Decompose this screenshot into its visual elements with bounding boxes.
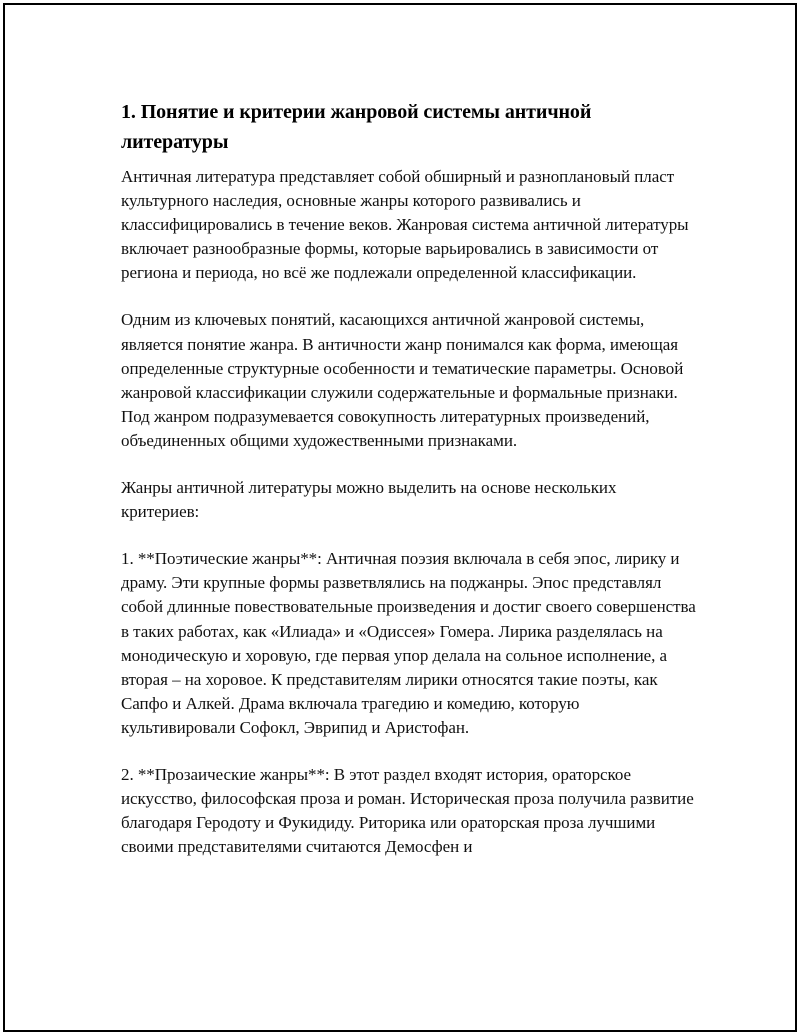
document-heading: 1. Понятие и критерии жанровой системы античной литературы bbox=[121, 101, 592, 153]
paragraph-criteria-intro: Жанры античной литературы можно выделить на основе нескольких критериев: bbox=[121, 478, 617, 522]
paragraph-poetic-genres: 1. **Поэтические жанры**: Античная поэзия включала в себя эпос, лирику и драму. Эти крупные формы разветвлялись на поджанры. Эпос представлял собой длинные повествовательные произведения и достиг своего совершенства в таких работах, как «Илиада» и «Одиссея» Гомера. Лирика разделялась на монодическую и хоровую, где первая упор делала на сольное исполнение, а вторая – на хоровое. К представителям лирики относятся такие поэты, как Сапфо и Алкей. Драма включала трагедию и комедию, которую культивировали Софокл, Эврипид и Аристофан. bbox=[121, 549, 696, 737]
document-page bbox=[3, 3, 797, 1032]
paragraph-intro: Античная литература представляет собой обширный и разноплановый пласт культурного наследия, основные жанры которого развивались и классифицировались в течение веков. Жанровая система античной литературы включает разнообразные формы, которые варьировались в зависимости от региона и периода, но всё же подлежали определенной классификации. bbox=[121, 167, 689, 283]
paragraph-prose-genres: 2. **Прозаические жанры**: В этот раздел входят история, ораторское искусство, философская проза и роман. Историческая проза получила развитие благодаря Геродоту и Фукидиду. Риторика или ораторская проза лучшими своими представителями считаются Демосфен и bbox=[121, 764, 694, 857]
paragraph-genre-concept: Одним из ключевых понятий, касающихся античной жанровой системы, является понятие жанра. В античности жанр понимался как форма, имеющая определенные структурные особенности и тематические параметры. Основой жанровой классификации служили содержательные и формальные признаки. Под жанром подразумевается совокупность литературных произведений, объединенных общими художественными признаками. bbox=[121, 310, 684, 450]
document-body bbox=[121, 97, 696, 882]
